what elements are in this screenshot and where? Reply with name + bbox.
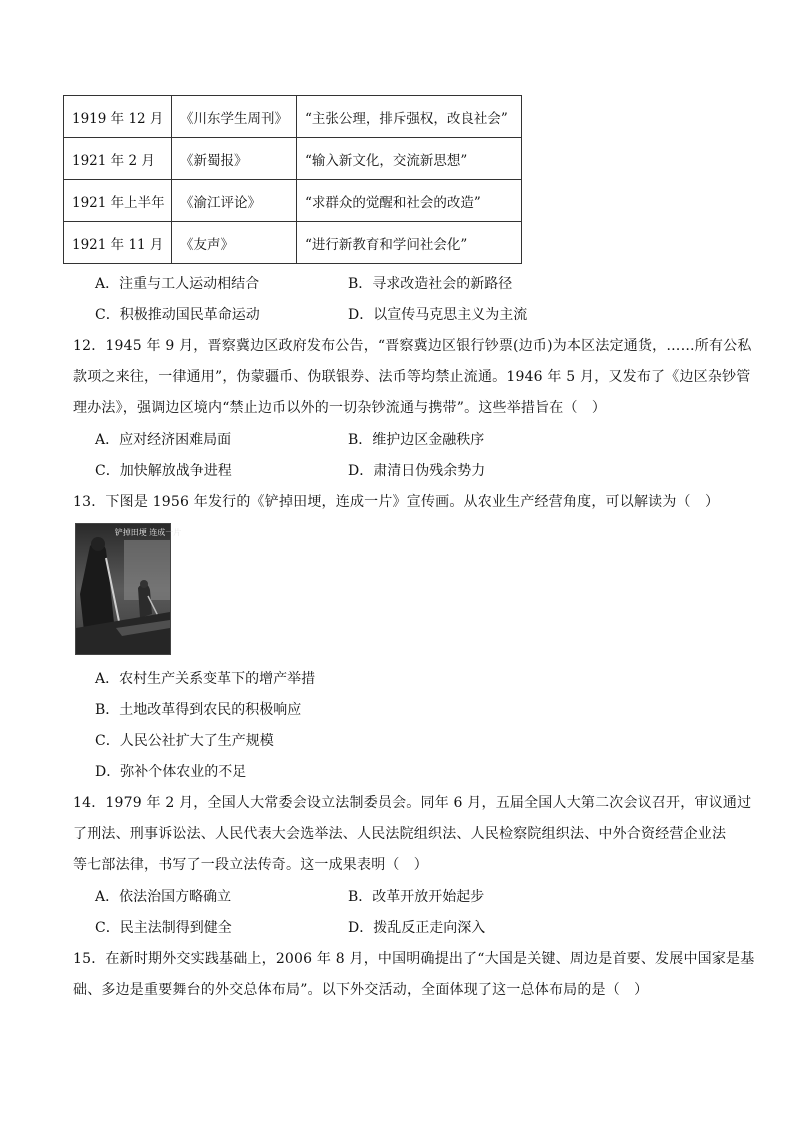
q14-option-c: C．民主法制得到健全	[95, 920, 232, 936]
q12-text-line-3: 理办法》，强调边区境内“禁止边币以外的一切杂钞流通与携带”。这些举措旨在（ ）	[73, 400, 607, 416]
table-cell-slogan: “主张公理，排斥强权，改良社会”	[297, 96, 522, 138]
q13-option-a: A．农村生产关系变革下的增产举措	[95, 671, 316, 687]
q12-text-line-1: 12．1945 年 9 月，晋察冀边区政府发布公告，“晋察冀边区银行钞票(边币)为本区法定通货，……所有公私	[73, 338, 752, 354]
table-cell-slogan: “输入新文化，交流新思想”	[297, 138, 522, 180]
table-row	[64, 180, 522, 222]
poster-illustration	[76, 524, 182, 654]
q14-text-line-3: 等七部法律，书写了一段立法传奇。这一成果表明（ ）	[73, 857, 428, 873]
q12-option-a: A．应对经济困难局面	[95, 432, 232, 448]
q12-option-d: D．肃清日伪残余势力	[348, 463, 486, 479]
table-row	[64, 222, 522, 264]
q11-option-c: C．积极推动国民革命运动	[95, 307, 260, 323]
table-cell-date: 1921 年 2 月	[64, 138, 172, 180]
table-cell-publication: 《友声》	[172, 222, 297, 264]
propaganda-poster-image	[75, 523, 182, 655]
q12-option-c: C．加快解放战争进程	[95, 463, 232, 479]
table-cell-publication: 《川东学生周刊》	[172, 96, 297, 138]
q14-option-a: A．依法治国方略确立	[95, 889, 232, 905]
q12-text-line-2: 款项之来往，一律通用”，伪蒙疆币、伪联银券、法币等均禁止流通。1946 年 5 月，又发布了《边区杂钞管	[73, 369, 751, 385]
q14-text-line-2: 了刑法、刑事诉讼法、人民代表大会选举法、人民法院组织法、人民检察院组织法、中外合资经营企业法	[73, 826, 727, 842]
q13-option-c: C．人民公社扩大了生产规模	[95, 733, 274, 749]
q11-option-b: B．寻求改造社会的新路径	[348, 276, 513, 292]
table-cell-slogan: “进行新教育和学问社会化”	[297, 222, 522, 264]
table-cell-date: 1921 年上半年	[64, 180, 172, 222]
table-cell-publication: 《新蜀报》	[172, 138, 297, 180]
poster-caption: 铲掉田埂 连成一片	[114, 528, 182, 537]
q13-text-line-1: 13．下图是 1956 年发行的《铲掉田埂，连成一片》宣传画。从农业生产经营角度，可以解读为（ ）	[73, 494, 720, 510]
table-row	[64, 96, 522, 138]
q13-option-b: B．土地改革得到农民的积极响应	[95, 702, 302, 718]
q14-option-d: D．拨乱反正走向深入	[348, 920, 486, 936]
q15-text-line-1: 15．在新时期外交实践基础上，2006 年 8 月，中国明确提出了“大国是关键、周边是首要、发展中国家是基	[73, 951, 755, 967]
q14-option-b: B．改革开放开始起步	[348, 889, 485, 905]
q15-text-line-2: 础、多边是重要舞台的外交总体布局”。以下外交活动，全面体现了这一总体布局的是（ ）	[73, 982, 649, 998]
table-cell-publication: 《渝江评论》	[172, 180, 297, 222]
table-cell-date: 1921 年 11 月	[64, 222, 172, 264]
table-row	[64, 138, 522, 180]
table-cell-date: 1919 年 12 月	[64, 96, 172, 138]
q14-text-line-1: 14．1979 年 2 月，全国人大常委会设立法制委员会。同年 6 月，五届全国人大第二次会议召开，审议通过	[73, 795, 752, 811]
table-cell-slogan: “求群众的觉醒和社会的改造”	[297, 180, 522, 222]
newspaper-table	[63, 95, 522, 264]
q12-option-b: B．维护边区金融秩序	[348, 432, 485, 448]
q11-option-d: D．以宣传马克思主义为主流	[348, 307, 528, 323]
q11-option-a: A．注重与工人运动相结合	[95, 276, 260, 292]
q13-option-d: D．弥补个体农业的不足	[95, 764, 247, 780]
